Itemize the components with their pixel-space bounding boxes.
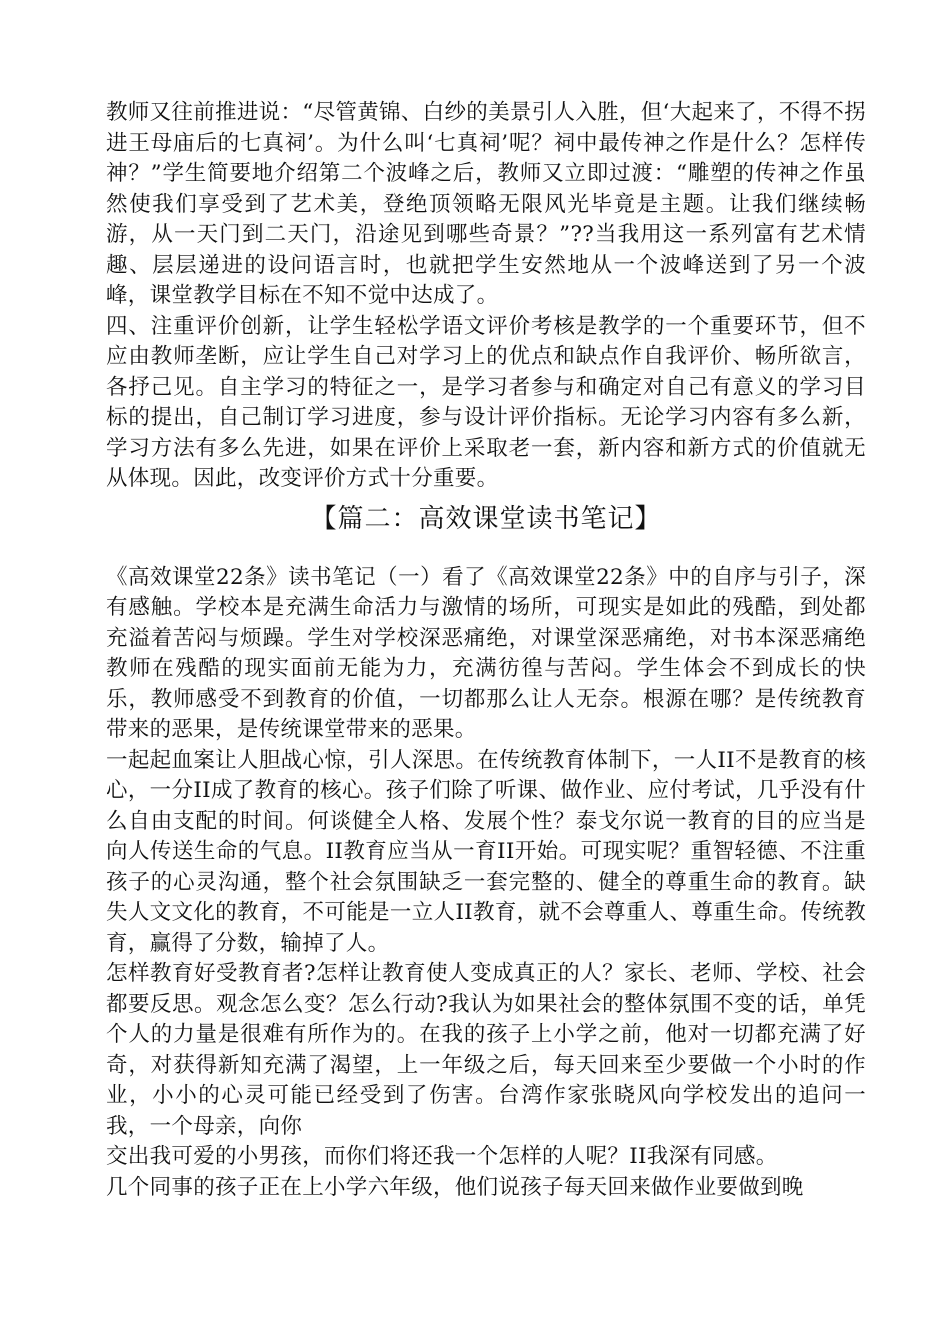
paragraph-reading-notes-intro: 《高效课堂22条》读书笔记（一）看了《高效课堂22条》中的自序与引子，深有感触。学校本是充满生命活力与激情的场所，可现实是如此的残酷，到处都充溢着苦闷与烦躁。学生对学校深恶痛绝，对课堂深恶痛绝，对书本深恶痛绝教师在残酷的现实面前无能为力，充满彷徨与苦闷。学生体会不到成长的快乐，教师感受不到教育的价值，一切都那么让人无奈。根源在哪？是传统教育带来的恶果，是传统课堂带来的恶果。 xyxy=(106,564,866,742)
paragraph-sculpture-transition: 教师又往前推进说：“尽管黄锦、白纱的美景引人入胜，但‘大起来了，不得不拐进王母庙后的七真祠’。为什么叫‘七真祠’呢？祠中最传神之作是什么？怎样传神？”学生简要地介绍第二个波峰之后，教师又立即过渡：“雕塑的传神之作虽然使我们享受到了艺术美，登绝顶领略无限风光毕竟是主题。让我们继续畅游，从一天门到二天门，沿途见到哪些奇景？”??当我用这一系列富有艺术情趣、层层递进的设问语言时，也就把学生安然地从一个波峰送到了另一个波峰，课堂教学目标在不知不觉中达成了。 xyxy=(106,100,866,308)
paragraph-how-to-educate: 怎样教育好受教育者?怎样让教育使人变成真正的人？家长、老师、学校、社会都要反思。观念怎么变？怎么行动?我认为如果社会的整体氛围不变的话，单凭个人的力量是很难有所作为的。在我的孩子上小学之前，他对一切都充满了好奇，对获得新知充满了渴望，上一年级之后，每天回来至少要做一个小时的作业，小小的心灵可能已经受到了伤害。台湾作家张晓风向学校发出的追问一我，一个母亲，向你 xyxy=(106,961,866,1139)
paragraph-evaluation-innovation: 四、注重评价创新，让学生轻松学语文评价考核是教学的一个重要环节，但不应由教师垄断，应让学生自己对学习上的优点和缺点作自我评价、畅所欲言，各抒己见。自主学习的特征之一，是学习者参与和确定对自己有意义的学习目标的提出，自己制订学习进度，参与设计评价指标。无论学习内容有多么新，学习方法有多么先进，如果在评价上采取老一套，新内容和新方式的价值就无从体现。因此，改变评价方式十分重要。 xyxy=(106,313,866,491)
paragraph-colleagues-children: 几个同事的孩子正在上小学六年级，他们说孩子每天回来做作业要做到晚 xyxy=(106,1174,804,1200)
spacer xyxy=(106,549,866,563)
document-page xyxy=(106,98,866,1203)
section-title: 【篇二：高效课堂读书笔记】 xyxy=(310,503,662,534)
paragraph-little-boy: 交出我可爱的小男孩，而你们将还我一个怎样的人呢？II我深有同感。 xyxy=(106,1144,778,1169)
paragraph-traditional-education: 一起起血案让人胆战心惊，引人深思。在传统教育体制下，一人II不是教育的核心，一分II成了教育的核心。孩子们除了听课、做作业、应付考试，几乎没有什么自由支配的时间。何谈健全人格、发展个性？泰戈尔说一教育的目的应当是向人传送生命的气息。II教育应当从一育II开始。可现实呢？重智轻德、不注重孩子的心灵沟通，整个社会氛围缺乏一套完整的、健全的尊重生命的教育。缺失人文文化的教育，不可能是一立人II教育，就不会尊重人、尊重生命。传统教育，赢得了分数，输掉了人。 xyxy=(106,747,866,956)
